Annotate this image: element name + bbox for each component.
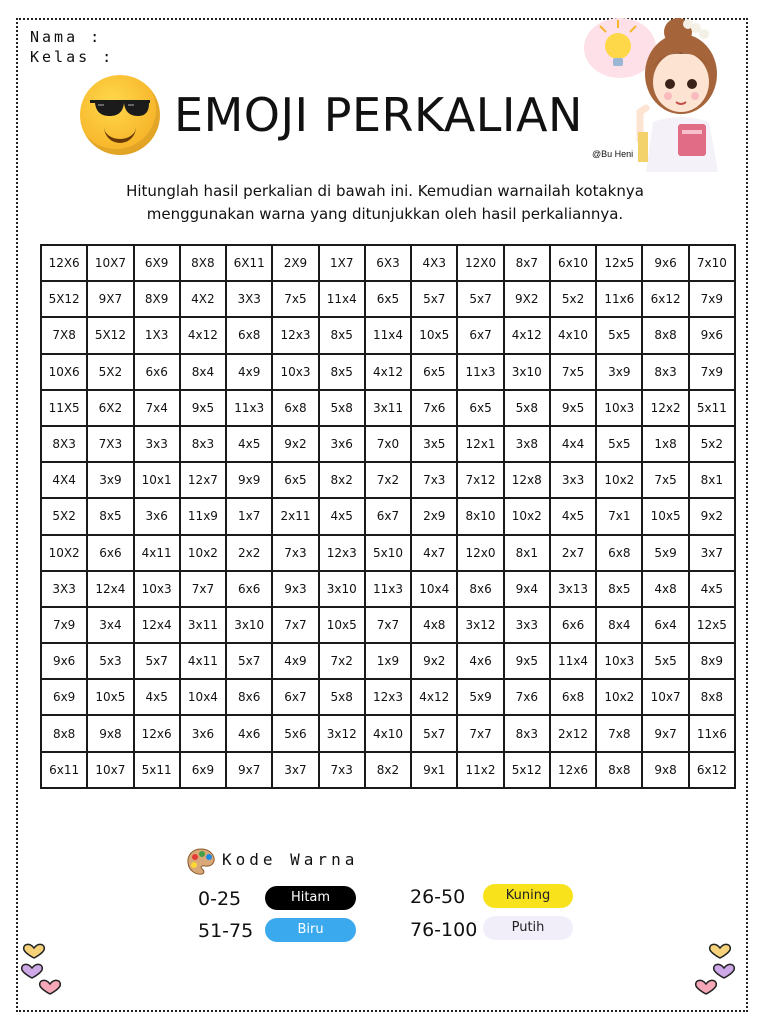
grid-cell[interactable]: 9x1: [411, 752, 457, 788]
grid-cell[interactable]: 3x6: [319, 426, 365, 462]
grid-cell[interactable]: 6x8: [550, 679, 596, 715]
grid-cell[interactable]: 7x0: [365, 426, 411, 462]
grid-cell[interactable]: 6X2: [87, 390, 133, 426]
grid-cell[interactable]: 12x3: [319, 535, 365, 571]
grid-cell[interactable]: 11x6: [596, 281, 642, 317]
grid-cell[interactable]: 5x7: [134, 643, 180, 679]
grid-cell[interactable]: 7x2: [319, 643, 365, 679]
range-76-100: 76-100: [410, 919, 478, 941]
grid-cell[interactable]: 9x5: [550, 390, 596, 426]
grid-cell[interactable]: 6x8: [272, 390, 318, 426]
grid-cell[interactable]: 10x2: [504, 498, 550, 534]
grid-cell[interactable]: 2x12: [550, 715, 596, 751]
grid-row: [41, 643, 735, 679]
grid-cell[interactable]: 6x8: [596, 535, 642, 571]
grid-cell[interactable]: 9x6: [642, 245, 688, 281]
grid-cell[interactable]: 9x6: [689, 317, 735, 353]
grid-cell[interactable]: 11x4: [550, 643, 596, 679]
grid-cell[interactable]: 8x7: [504, 245, 550, 281]
grid-cell[interactable]: 3x13: [550, 571, 596, 607]
grid-cell[interactable]: 10x7: [87, 752, 133, 788]
grid-cell[interactable]: 9X7: [87, 281, 133, 317]
grid-row: [41, 245, 735, 281]
grid-cell[interactable]: 7x9: [41, 607, 87, 643]
grid-cell[interactable]: 12x8: [504, 462, 550, 498]
grid-cell[interactable]: 12x3: [272, 317, 318, 353]
grid-cell[interactable]: 7x6: [504, 679, 550, 715]
grid-cell[interactable]: 7x2: [365, 462, 411, 498]
paint-palette-icon: [185, 846, 217, 878]
grid-cell[interactable]: 4x12: [504, 317, 550, 353]
color-pill-putih: Putih: [483, 916, 573, 940]
grid-cell[interactable]: 5x10: [365, 535, 411, 571]
color-pill-biru: Biru: [265, 918, 356, 942]
grid-cell[interactable]: 12x5: [596, 245, 642, 281]
grid-cell[interactable]: 10x2: [180, 535, 226, 571]
grid-cell[interactable]: 3x8: [504, 426, 550, 462]
grid-cell[interactable]: 8x6: [226, 679, 272, 715]
sunglasses-emoji-icon: [80, 75, 160, 155]
grid-cell[interactable]: 1X7: [319, 245, 365, 281]
grid-cell[interactable]: 3x3: [134, 426, 180, 462]
grid-cell[interactable]: 5x8: [319, 390, 365, 426]
grid-cell[interactable]: 8X9: [134, 281, 180, 317]
grid-cell[interactable]: 7x10: [689, 245, 735, 281]
grid-cell[interactable]: 8x8: [689, 679, 735, 715]
grid-cell[interactable]: 11X5: [41, 390, 87, 426]
grid-cell[interactable]: 9x6: [41, 643, 87, 679]
grid-cell[interactable]: 10X7: [87, 245, 133, 281]
grid-cell[interactable]: 7x7: [180, 571, 226, 607]
grid-cell[interactable]: 3x3: [550, 462, 596, 498]
grid-cell[interactable]: 7x6: [411, 390, 457, 426]
grid-cell[interactable]: 2x9: [411, 498, 457, 534]
grid-cell[interactable]: 8x2: [365, 752, 411, 788]
grid-cell[interactable]: 8x5: [319, 354, 365, 390]
grid-cell[interactable]: 12x2: [642, 390, 688, 426]
grid-cell[interactable]: 10x5: [411, 317, 457, 353]
grid-row: [41, 679, 735, 715]
grid-cell[interactable]: 5x12: [504, 752, 550, 788]
grid-cell[interactable]: 6x6: [550, 607, 596, 643]
grid-cell[interactable]: 7X3: [87, 426, 133, 462]
grid-cell[interactable]: 5X12: [87, 317, 133, 353]
grid-cell[interactable]: 4x8: [642, 571, 688, 607]
grid-cell[interactable]: 6x6: [134, 354, 180, 390]
grid-cell[interactable]: 11x3: [226, 390, 272, 426]
grid-cell[interactable]: 7x1: [596, 498, 642, 534]
grid-cell[interactable]: 12x0: [457, 535, 503, 571]
grid-cell[interactable]: 5x8: [319, 679, 365, 715]
grid-cell[interactable]: 4X4: [41, 462, 87, 498]
grid-cell[interactable]: 3x9: [87, 462, 133, 498]
grid-cell[interactable]: 5x9: [642, 535, 688, 571]
grid-cell[interactable]: 12X6: [41, 245, 87, 281]
instructions-line-2: menggunakan warna yang ditunjukkan oleh hasil perkaliannya.: [146, 205, 624, 223]
grid-cell[interactable]: 10x3: [596, 390, 642, 426]
grid-cell[interactable]: 12x6: [550, 752, 596, 788]
grid-row: [41, 535, 735, 571]
grid-cell[interactable]: 4x5: [550, 498, 596, 534]
grid-cell[interactable]: 8x10: [457, 498, 503, 534]
grid-cell[interactable]: 8x1: [689, 462, 735, 498]
grid-cell[interactable]: 7x5: [550, 354, 596, 390]
grid-cell[interactable]: 5x5: [642, 643, 688, 679]
grid-cell[interactable]: 3x6: [180, 715, 226, 751]
grid-cell[interactable]: 7x7: [365, 607, 411, 643]
grid-cell[interactable]: 9X2: [504, 281, 550, 317]
grid-cell[interactable]: 12x1: [457, 426, 503, 462]
grid-cell[interactable]: 9x2: [272, 426, 318, 462]
grid-cell[interactable]: 7x8: [596, 715, 642, 751]
range-0-25: 0-25: [198, 888, 242, 910]
grid-cell[interactable]: 5x5: [596, 317, 642, 353]
grid-cell[interactable]: 10X2: [41, 535, 87, 571]
grid-cell[interactable]: 1x8: [642, 426, 688, 462]
grid-cell[interactable]: 3x5: [411, 426, 457, 462]
grid-cell[interactable]: 7x12: [457, 462, 503, 498]
grid-cell[interactable]: 4x8: [411, 607, 457, 643]
grid-cell[interactable]: 5x9: [457, 679, 503, 715]
grid-cell[interactable]: 8x8: [41, 715, 87, 751]
grid-cell[interactable]: 1X3: [134, 317, 180, 353]
grid-cell[interactable]: 1x7: [226, 498, 272, 534]
grid-cell[interactable]: 8x4: [180, 354, 226, 390]
title-row: [80, 70, 583, 160]
grid-row: [41, 317, 735, 353]
grid-cell[interactable]: 11x3: [457, 354, 503, 390]
grid-cell[interactable]: 6x9: [180, 752, 226, 788]
grid-cell[interactable]: 1x9: [365, 643, 411, 679]
color-code-title: Kode Warna: [222, 850, 359, 869]
grid-cell[interactable]: 5x7: [411, 715, 457, 751]
grid-cell[interactable]: 2X9: [272, 245, 318, 281]
grid-row: [41, 354, 735, 390]
grid-cell[interactable]: 8x8: [596, 752, 642, 788]
grid-cell[interactable]: 3x10: [504, 354, 550, 390]
page-title: EMOJI PERKALIAN: [174, 88, 583, 142]
grid-cell[interactable]: 6x7: [272, 679, 318, 715]
grid-cell[interactable]: 10x3: [134, 571, 180, 607]
grid-cell[interactable]: 11x4: [365, 317, 411, 353]
grid-cell[interactable]: 6x12: [689, 752, 735, 788]
teacher-girl-illustration-icon: [578, 12, 728, 172]
grid-cell[interactable]: 7x4: [134, 390, 180, 426]
grid-cell[interactable]: 4x10: [365, 715, 411, 751]
grid-cell[interactable]: 5x5: [596, 426, 642, 462]
grid-cell[interactable]: 5x6: [272, 715, 318, 751]
grid-row: [41, 390, 735, 426]
grid-cell[interactable]: 12x3: [365, 679, 411, 715]
grid-cell[interactable]: 7x5: [642, 462, 688, 498]
grid-cell[interactable]: 10x3: [272, 354, 318, 390]
grid-cell[interactable]: 4x6: [226, 715, 272, 751]
grid-cell[interactable]: 5x2: [689, 426, 735, 462]
grid-cell[interactable]: 6x12: [642, 281, 688, 317]
grid-cell[interactable]: 12X0: [457, 245, 503, 281]
grid-cell[interactable]: 9x7: [226, 752, 272, 788]
grid-cell[interactable]: 7x3: [272, 535, 318, 571]
grid-cell[interactable]: 9x8: [642, 752, 688, 788]
instructions: [100, 180, 670, 226]
grid-cell[interactable]: 4x5: [226, 426, 272, 462]
grid-cell[interactable]: 7x7: [457, 715, 503, 751]
grid-row: [41, 462, 735, 498]
range-26-50: 26-50: [410, 886, 466, 908]
grid-cell[interactable]: 2x7: [550, 535, 596, 571]
grid-cell[interactable]: 3x7: [272, 752, 318, 788]
grid-cell[interactable]: 9x9: [226, 462, 272, 498]
grid-cell[interactable]: 12x4: [134, 607, 180, 643]
grid-cell[interactable]: 8x5: [319, 317, 365, 353]
grid-cell[interactable]: 4x5: [319, 498, 365, 534]
grid-cell[interactable]: 6x7: [365, 498, 411, 534]
grid-cell[interactable]: 8x5: [87, 498, 133, 534]
grid-cell[interactable]: 8X8: [180, 245, 226, 281]
grid-cell[interactable]: 12x7: [180, 462, 226, 498]
grid-cell[interactable]: 6x5: [411, 354, 457, 390]
author-credit: @Bu Heni: [592, 149, 634, 159]
grid-cell[interactable]: 8x1: [504, 535, 550, 571]
grid-cell[interactable]: 7x9: [689, 354, 735, 390]
grid-cell[interactable]: 5X12: [41, 281, 87, 317]
grid-cell[interactable]: 4x12: [411, 679, 457, 715]
grid-cell[interactable]: 4x9: [272, 643, 318, 679]
grid-cell[interactable]: 4x11: [134, 535, 180, 571]
grid-cell[interactable]: 7x3: [319, 752, 365, 788]
grid-row: [41, 607, 735, 643]
grid-cell[interactable]: 10x4: [180, 679, 226, 715]
grid-cell[interactable]: 3x10: [226, 607, 272, 643]
grid-cell[interactable]: 4x7: [411, 535, 457, 571]
grid-cell[interactable]: 3x11: [180, 607, 226, 643]
grid-cell[interactable]: 4x11: [180, 643, 226, 679]
grid-cell[interactable]: 3x7: [689, 535, 735, 571]
grid-cell[interactable]: 7x9: [689, 281, 735, 317]
grid-cell[interactable]: 12x5: [689, 607, 735, 643]
grid-cell[interactable]: 3x9: [596, 354, 642, 390]
grid-row: [41, 426, 735, 462]
grid-cell[interactable]: 6x5: [272, 462, 318, 498]
grid-cell[interactable]: 6x4: [642, 607, 688, 643]
grid-cell[interactable]: 5x7: [457, 281, 503, 317]
grid-cell[interactable]: 3X3: [41, 571, 87, 607]
grid-cell[interactable]: 2x2: [226, 535, 272, 571]
grid-row: [41, 281, 735, 317]
grid-cell[interactable]: 4x10: [550, 317, 596, 353]
grid-cell[interactable]: 6x6: [226, 571, 272, 607]
grid-cell[interactable]: 6X3: [365, 245, 411, 281]
color-pill-kuning: Kuning: [483, 884, 573, 908]
grid-cell[interactable]: 3x3: [504, 607, 550, 643]
grid-cell[interactable]: 3x12: [457, 607, 503, 643]
nama-label: Nama :: [30, 28, 103, 46]
grid-cell[interactable]: 10x1: [134, 462, 180, 498]
grid-cell[interactable]: 8x6: [457, 571, 503, 607]
hearts-decoration-icon: [20, 940, 70, 1000]
grid-cell[interactable]: 12x6: [134, 715, 180, 751]
grid-cell[interactable]: 4X3: [411, 245, 457, 281]
grid-cell[interactable]: 5x7: [226, 643, 272, 679]
grid-cell[interactable]: 9x2: [689, 498, 735, 534]
grid-cell[interactable]: 8x3: [642, 354, 688, 390]
grid-cell[interactable]: 7X8: [41, 317, 87, 353]
grid-cell[interactable]: 6x5: [457, 390, 503, 426]
grid-cell[interactable]: 3x6: [134, 498, 180, 534]
grid-cell[interactable]: 11x9: [180, 498, 226, 534]
kelas-label: Kelas :: [30, 48, 115, 66]
grid-cell[interactable]: 9x3: [272, 571, 318, 607]
grid-cell[interactable]: 10x2: [596, 462, 642, 498]
grid-cell[interactable]: 10X6: [41, 354, 87, 390]
grid-cell[interactable]: 11x2: [457, 752, 503, 788]
grid-cell[interactable]: 11x3: [365, 571, 411, 607]
grid-cell[interactable]: 4x12: [365, 354, 411, 390]
grid-cell[interactable]: 5x8: [504, 390, 550, 426]
grid-cell[interactable]: 4x6: [457, 643, 503, 679]
grid-cell[interactable]: 8x9: [689, 643, 735, 679]
grid-cell[interactable]: 6x7: [457, 317, 503, 353]
grid-cell[interactable]: 3x4: [87, 607, 133, 643]
grid-cell[interactable]: 7x3: [411, 462, 457, 498]
multiplication-grid: [40, 244, 736, 789]
grid-cell[interactable]: 9x7: [642, 715, 688, 751]
grid-cell[interactable]: 8x5: [596, 571, 642, 607]
grid-cell[interactable]: 5X2: [41, 498, 87, 534]
grid-cell[interactable]: 9x5: [180, 390, 226, 426]
hearts-decoration-right-icon: [690, 940, 740, 1000]
grid-cell[interactable]: 8x3: [504, 715, 550, 751]
grid-cell[interactable]: 3X3: [226, 281, 272, 317]
grid-cell[interactable]: 3x12: [319, 715, 365, 751]
grid-cell[interactable]: 2x11: [272, 498, 318, 534]
grid-row: [41, 571, 735, 607]
grid-cell[interactable]: 10x5: [642, 498, 688, 534]
grid-cell[interactable]: 8x4: [596, 607, 642, 643]
grid-cell[interactable]: 8x8: [642, 317, 688, 353]
grid-cell[interactable]: 10x4: [411, 571, 457, 607]
grid-cell[interactable]: 10x5: [319, 607, 365, 643]
grid-cell[interactable]: 4X2: [180, 281, 226, 317]
grid-cell[interactable]: 4x9: [226, 354, 272, 390]
grid-cell[interactable]: 6x8: [226, 317, 272, 353]
grid-cell[interactable]: 9x8: [87, 715, 133, 751]
grid-cell[interactable]: 4x5: [134, 679, 180, 715]
grid-row: [41, 498, 735, 534]
grid-cell[interactable]: 9x4: [504, 571, 550, 607]
grid-cell[interactable]: 4x12: [180, 317, 226, 353]
grid-cell[interactable]: 6X9: [134, 245, 180, 281]
grid-cell[interactable]: 7x5: [272, 281, 318, 317]
grid-cell[interactable]: 10x7: [642, 679, 688, 715]
grid-cell[interactable]: 6x5: [365, 281, 411, 317]
grid-cell[interactable]: 8x3: [180, 426, 226, 462]
grid-cell[interactable]: 9x2: [411, 643, 457, 679]
grid-cell[interactable]: 5x2: [550, 281, 596, 317]
grid-row: [41, 752, 735, 788]
grid-cell[interactable]: 6x10: [550, 245, 596, 281]
grid-cell[interactable]: 7x7: [272, 607, 318, 643]
grid-cell[interactable]: 4x5: [689, 571, 735, 607]
grid-cell[interactable]: 5x3: [87, 643, 133, 679]
grid-cell[interactable]: 10x5: [87, 679, 133, 715]
grid-cell[interactable]: 8X3: [41, 426, 87, 462]
grid-cell[interactable]: 11x6: [689, 715, 735, 751]
grid-cell[interactable]: 3x11: [365, 390, 411, 426]
instructions-line-1: Hitunglah hasil perkalian di bawah ini. Kemudian warnailah kotaknya: [126, 182, 644, 200]
grid-cell[interactable]: 10x3: [596, 643, 642, 679]
range-51-75: 51-75: [198, 920, 254, 942]
grid-cell[interactable]: 8x2: [319, 462, 365, 498]
grid-cell[interactable]: 5x11: [689, 390, 735, 426]
grid-cell[interactable]: 9x5: [504, 643, 550, 679]
grid-cell[interactable]: 6x6: [87, 535, 133, 571]
grid-cell[interactable]: 5x7: [411, 281, 457, 317]
grid-cell[interactable]: 10x2: [596, 679, 642, 715]
grid-cell[interactable]: 5x11: [134, 752, 180, 788]
grid-cell[interactable]: 6x9: [41, 679, 87, 715]
grid-cell[interactable]: 12x4: [87, 571, 133, 607]
grid-cell[interactable]: 11x4: [319, 281, 365, 317]
grid-cell[interactable]: 6x11: [41, 752, 87, 788]
grid-cell[interactable]: 5X2: [87, 354, 133, 390]
grid-cell[interactable]: 3x10: [319, 571, 365, 607]
color-pill-hitam: Hitam: [265, 886, 356, 910]
grid-cell[interactable]: 4x4: [550, 426, 596, 462]
grid-row: [41, 715, 735, 751]
grid-cell[interactable]: 6X11: [226, 245, 272, 281]
